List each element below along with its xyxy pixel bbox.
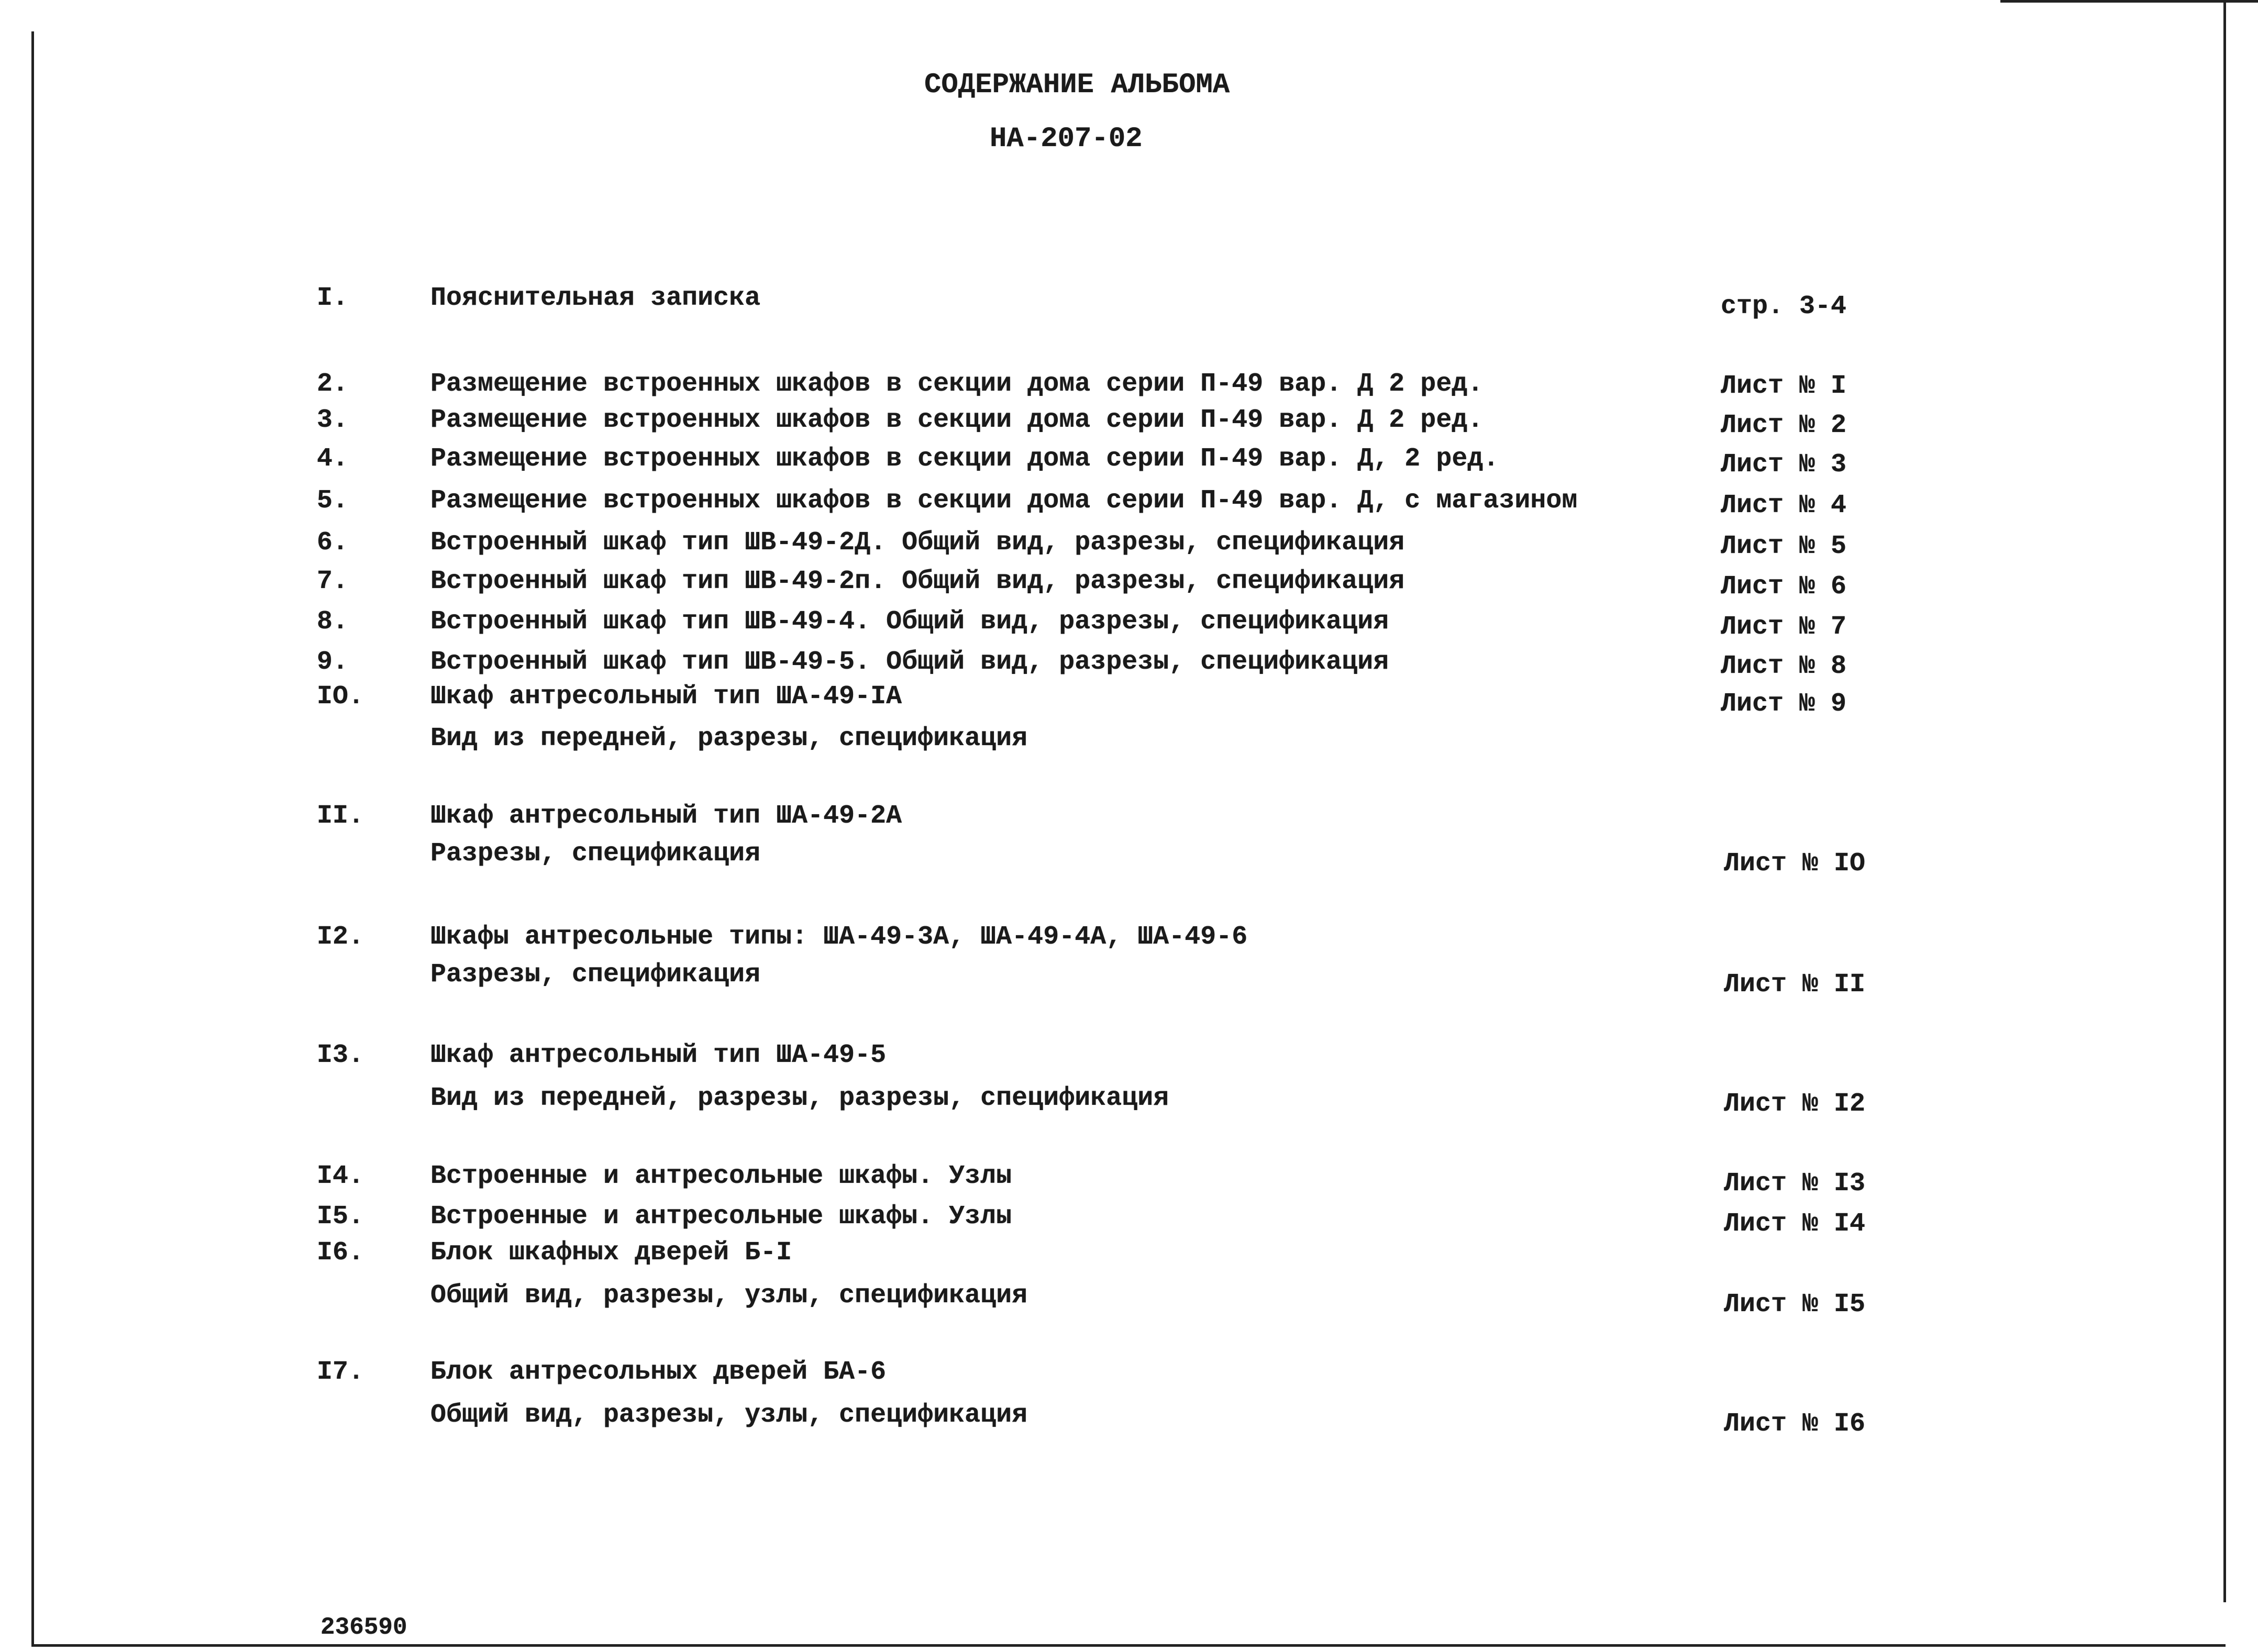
item-title: Общий вид, разрезы, узлы, спецификация <box>430 1281 1028 1311</box>
item-number: 3. <box>317 405 349 435</box>
item-title: Встроенный шкаф тип ШВ-49-2п. Общий вид, разрезы, спецификация <box>430 567 1405 596</box>
inventory-number: 236590 <box>320 1614 407 1641</box>
sheet-reference: Лист № I5 <box>1724 1290 1866 1320</box>
item-number: II. <box>317 801 364 831</box>
item-title: Шкаф антресольный тип ША-49-IА <box>430 682 902 712</box>
item-title: Встроенный шкаф тип ШВ-49-4. Общий вид, разрезы, спецификация <box>430 607 1389 637</box>
sheet-reference: Лист № 5 <box>1721 531 1847 561</box>
item-number: 2. <box>317 369 349 399</box>
item-number: I3. <box>317 1040 364 1070</box>
sheet-reference: Лист № I6 <box>1724 1409 1866 1439</box>
item-number: 9. <box>317 647 349 677</box>
album-code: НА-207-02 <box>990 123 1143 155</box>
item-title: Шкаф антресольный тип ША-49-2А <box>430 801 902 831</box>
frame-bottom-border <box>31 1644 2226 1647</box>
document-title: СОДЕРЖАНИЕ АЛЬБОМА <box>924 69 1230 101</box>
item-title: Блок антресольных дверей БА-6 <box>430 1357 887 1387</box>
item-title: Встроенные и антресольные шкафы. Узлы <box>430 1202 1012 1232</box>
sheet-reference: Лист № IO <box>1724 849 1866 879</box>
item-number: I7. <box>317 1357 364 1387</box>
item-number: 6. <box>317 528 349 558</box>
item-title: Пояснительная записка <box>430 283 761 313</box>
item-title: Размещение встроенных шкафов в секции дома серии П-49 вар. Д, с магазином <box>430 486 1578 516</box>
item-title: Разрезы, спецификация <box>430 960 761 990</box>
frame-left-border <box>31 31 34 1647</box>
sheet-reference: Лист № 6 <box>1721 572 1847 602</box>
sheet-reference: Лист № 8 <box>1721 651 1847 681</box>
sheet-reference: Лист № I4 <box>1724 1209 1866 1239</box>
frame-top-border <box>2000 0 2258 3</box>
item-title: Общий вид, разрезы, узлы, спецификация <box>430 1400 1028 1430</box>
item-title: Вид из передней, разрезы, спецификация <box>430 724 1028 753</box>
sheet-reference: Лист № 3 <box>1721 450 1847 480</box>
item-title: Размещение встроенных шкафов в секции дома серии П-49 вар. Д 2 ред. <box>430 405 1484 435</box>
frame-right-border <box>2223 0 2226 1602</box>
item-title: Встроенный шкаф тип ШВ-49-2Д. Общий вид, разрезы, спецификация <box>430 528 1405 558</box>
sheet-reference: Лист № 7 <box>1721 612 1847 642</box>
item-title: Шкафы антресольные типы: ША-49-3А, ША-49-4А, ША-49-6 <box>430 922 1248 952</box>
sheet-reference: Лист № 4 <box>1721 491 1847 520</box>
sheet-reference: Лист № I <box>1721 371 1847 401</box>
sheet-reference: Лист № 2 <box>1721 411 1847 440</box>
item-title: Шкаф антресольный тип ША-49-5 <box>430 1040 887 1070</box>
item-number: 5. <box>317 486 349 516</box>
item-title: Блок шкафных дверей Б-I <box>430 1238 792 1268</box>
item-title: Размещение встроенных шкафов в секции дома серии П-49 вар. Д, 2 ред. <box>430 444 1499 474</box>
sheet-reference: Лист № I3 <box>1724 1169 1866 1199</box>
item-number: 8. <box>317 607 349 637</box>
sheet-reference: Лист № II <box>1724 970 1866 1000</box>
item-number: I4. <box>317 1161 364 1191</box>
sheet-reference: Лист № 9 <box>1721 689 1847 719</box>
item-number: I5. <box>317 1202 364 1232</box>
item-number: I6. <box>317 1238 364 1268</box>
item-title: Разрезы, спецификация <box>430 839 761 869</box>
item-number: 4. <box>317 444 349 474</box>
item-number: I2. <box>317 922 364 952</box>
item-number: I. <box>317 283 349 313</box>
item-number: 7. <box>317 567 349 596</box>
sheet-reference: Лист № I2 <box>1724 1089 1866 1119</box>
sheet-reference: стр. 3-4 <box>1721 292 1847 321</box>
item-title: Размещение встроенных шкафов в секции дома серии П-49 вар. Д 2 ред. <box>430 369 1484 399</box>
item-number: IO. <box>317 682 364 712</box>
item-title: Вид из передней, разрезы, разрезы, спецификация <box>430 1083 1169 1113</box>
item-title: Встроенные и антресольные шкафы. Узлы <box>430 1161 1012 1191</box>
item-title: Встроенный шкаф тип ШВ-49-5. Общий вид, разрезы, спецификация <box>430 647 1389 677</box>
